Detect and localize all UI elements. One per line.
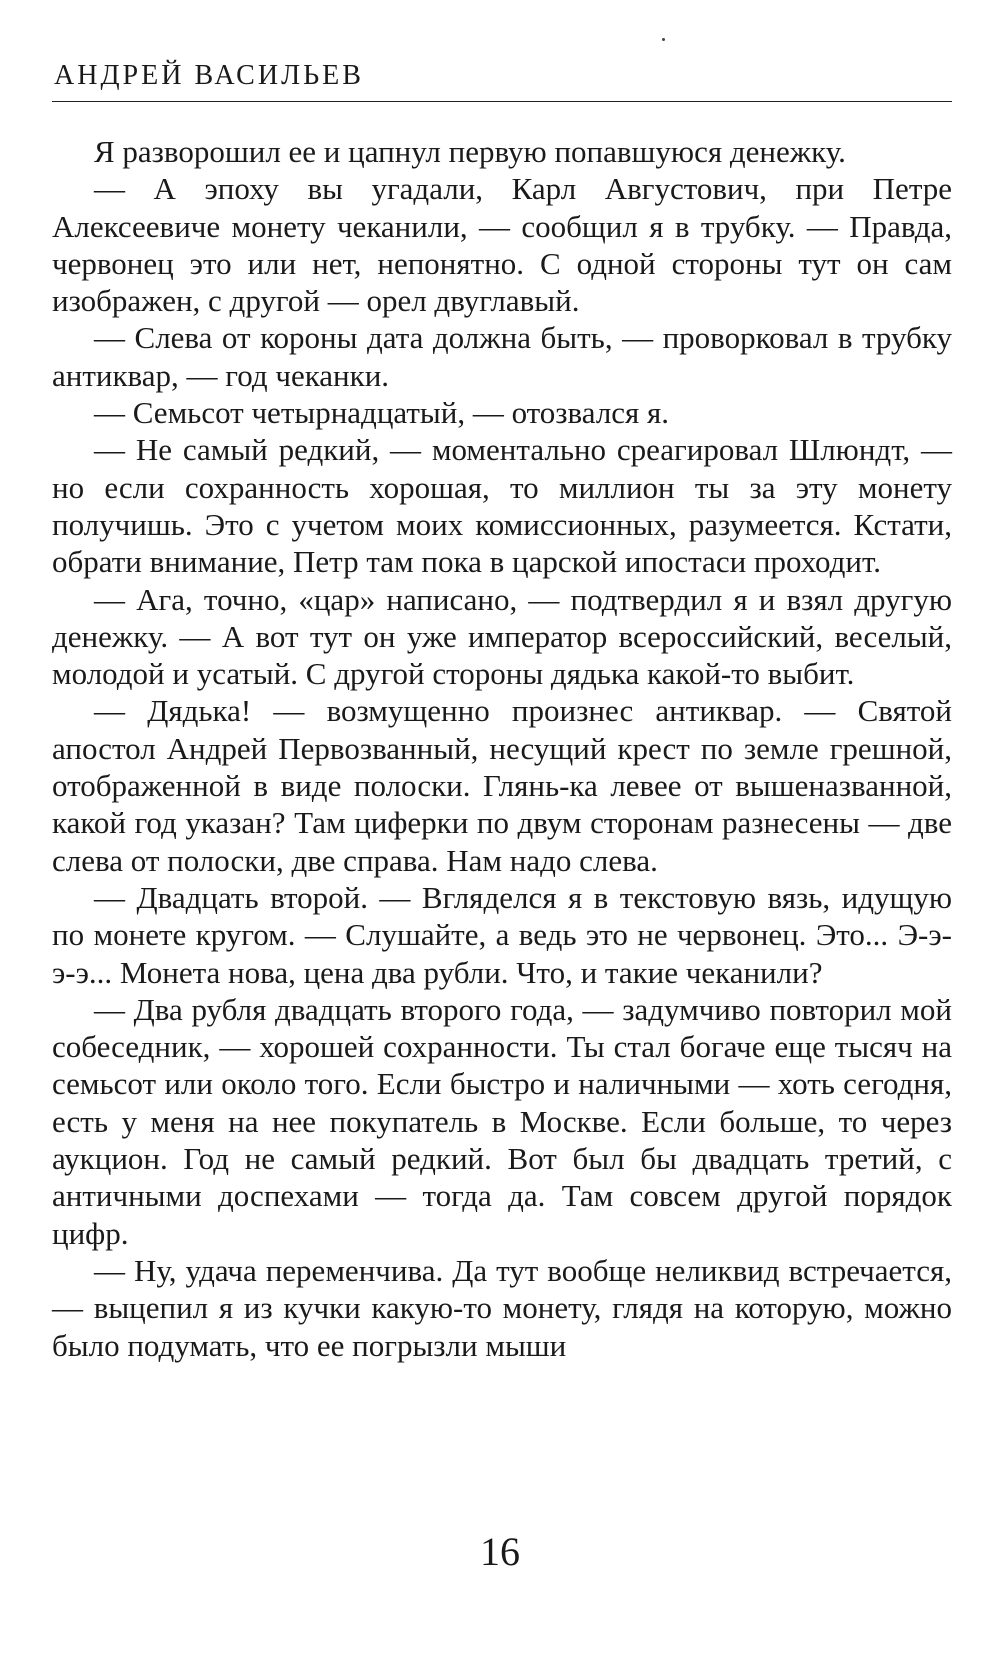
body-text [52, 133, 952, 1364]
paragraph-8: — Двадцать второй. — Вгляделся я в текстовую вязь, идущую по монете кругом. — Слушайте, а ведь это не червонец. Это... Э-э-э-э... Монета нова, цена два рубли. Что, и такие чеканили? [52, 879, 952, 990]
paragraph-6: — Ага, точно, «цар» написано, — подтвердил я и взял другую денежку. — А вот тут он уже император всероссийский, веселый, молодой и усатый. С другой стороны дядька какой-то выбит. [52, 581, 952, 692]
paragraph-4: — Семьсот четырнадцатый, — отозвался я. [94, 395, 670, 431]
paragraph-7: — Дядька! — возмущенно произнес антиквар. — Святой апостол Андрей Первозванный, несущий крест по земле грешной, отображенной в виде полоски. Глянь-ка левее от вышеназванной, какой год указан? Там циферки по двум сторонам разнесены — две слева от полоски, две справа. Нам надо слева. [52, 693, 952, 878]
header-rule [52, 101, 952, 102]
paragraph-1: Я разворошил ее и цапнул первую попавшуюся денежку. [94, 134, 846, 169]
paragraph-2: — А эпоху вы угадали, Карл Августович, при Петре Алексеевиче монету чеканили, — сообщил я в трубку. — Правда, червонец это или нет, непонятно. С одной стороны тут он сам изображен, с другой — орел двуглавый. [52, 171, 952, 319]
running-head-author: АНДРЕЙ ВАСИЛЬЕВ [54, 60, 364, 91]
print-speck [662, 38, 665, 41]
paragraph-5: — Не самый редкий, — моментально среагировал Шлюндт, — но если сохранность хорошая, то миллион ты за эту монету получишь. Это с учетом моих комиссионных, разумеется. Кстати, обрати внимание, Петр там пока в царской ипостаси проходит. [52, 432, 952, 580]
paragraph-3: — Слева от короны дата должна быть, — проворковал в трубку антиквар, — год чеканки. [52, 320, 952, 393]
page-number: 16 [480, 1529, 520, 1574]
paragraph-9: — Два рубля двадцать второго года, — задумчиво повторил мой собеседник, — хорошей сохранности. Ты стал богаче еще тысяч на семьсот или около того. Если быстро и наличными — хоть сегодня, есть у меня на нее покупатель в Москве. Если больше, то через аукцион. Год не самый редкий. Вот был бы двадцать третий, с античными доспехами — тогда да. Там совсем другой порядок цифр. [52, 991, 952, 1251]
paragraph-10: — Ну, удача переменчива. Да тут вообще неликвид встречается, — выцепил я из кучки какую-то монету, глядя на которую, можно было подумать, что ее погрызли мыши [52, 1252, 952, 1363]
